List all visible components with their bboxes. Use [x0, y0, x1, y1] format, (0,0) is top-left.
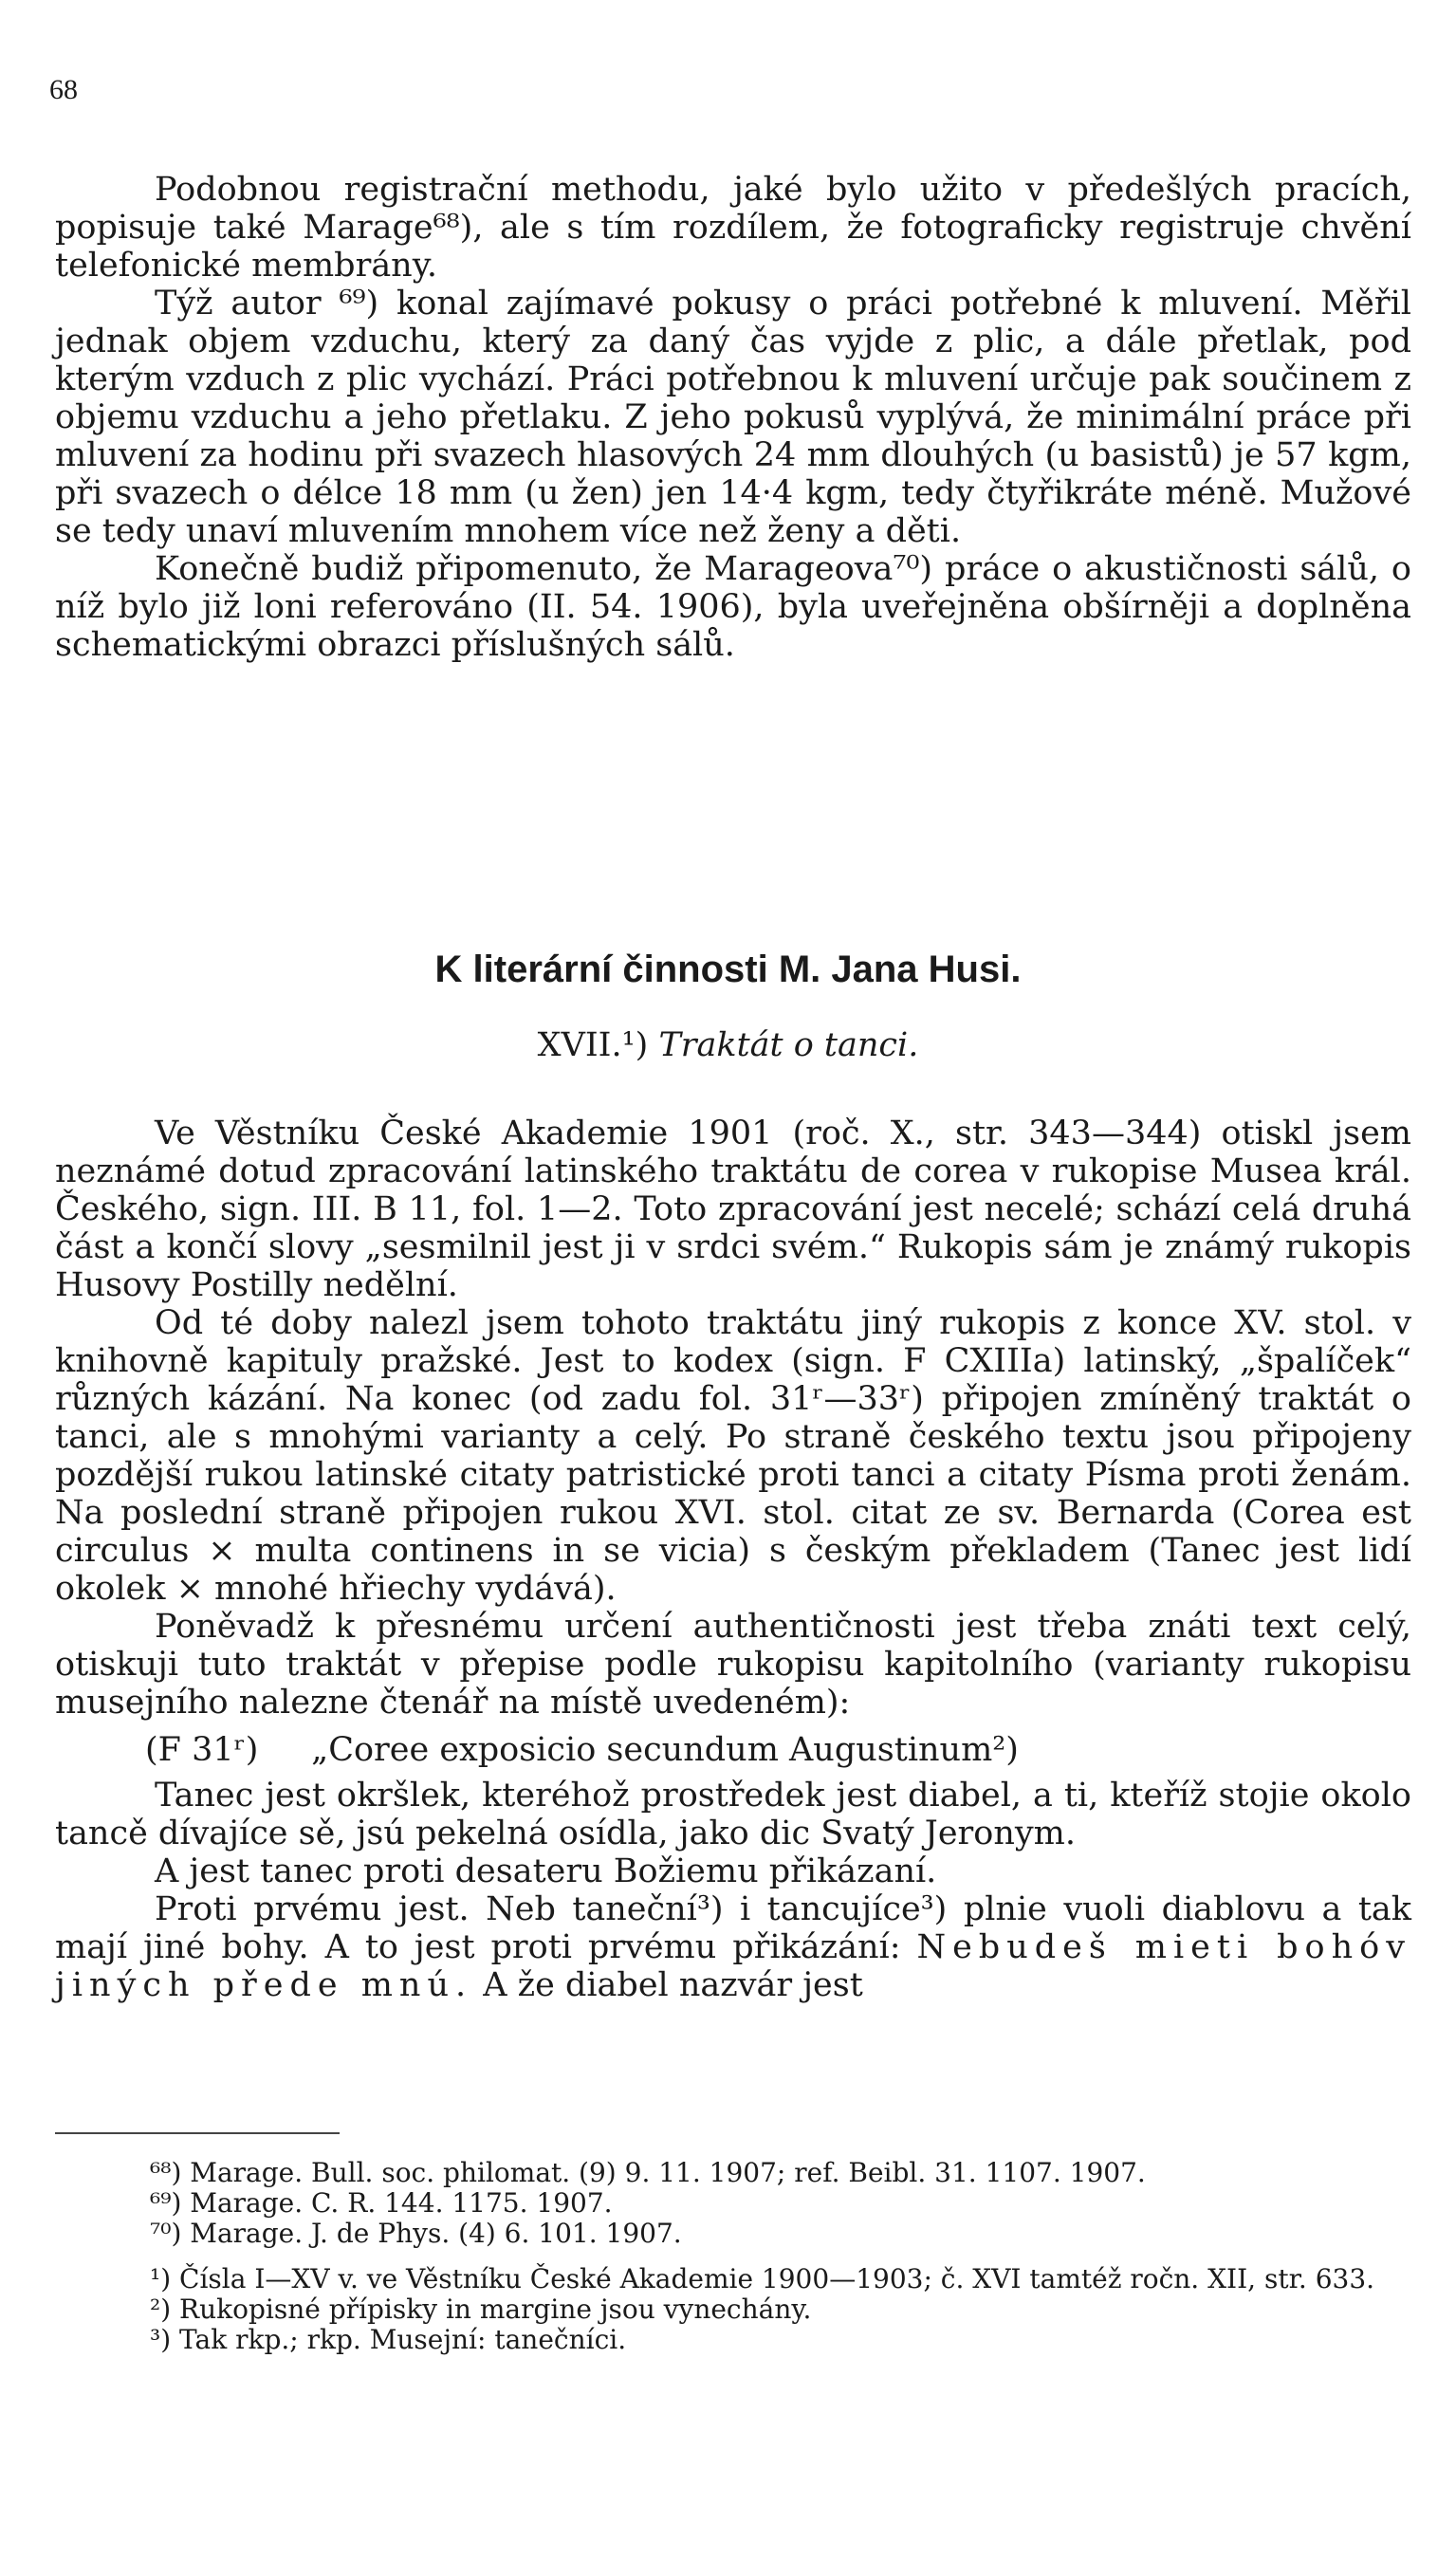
paragraph: Poněvadž k přesnému určení authentičnosti jest třeba znáti text celý, otiskuji tuto traktát v přepise podle rukopisu kapitolního (varianty rukopisu musejního nalezne čtenář na místě uvedeném):: [55, 1608, 1411, 1722]
subheading-number: XVII.¹): [537, 1026, 649, 1064]
footnote: ¹) Čísla I—XV v. ve Věstníku České Akademie 1900—1903; č. XVI tamtéž ročn. XII, str. 633.: [150, 2263, 1375, 2294]
spaced-commandment: Nebudeš mieti bohóv jiných přede mnú.: [55, 1928, 1411, 2004]
section-text: [55, 1115, 1411, 2004]
folio-marker: (F 31ʳ): [145, 1731, 259, 1769]
footnote: ⁶⁸) Marage. Bull. soc. philomat. (9) 9. 11. 1907; ref. Beibl. 31. 1107. 1907.: [150, 2157, 1146, 2188]
footnote: ²) Rukopisné přípisky in margine jsou vynechány.: [150, 2294, 812, 2325]
paragraph-text: Proti prvému jest. Neb taneční³) i tancujíce³) plnie vuoli diablovu a tak mají jiné bohy. A to jest proti prvému přikázání:: [55, 1890, 1411, 1966]
paragraph: Od té doby nalezl jsem tohoto traktátu jiný rukopis z konce XV. stol. v knihovně kapituly pražské. Jest to kodex (sign. F CXIIIa) latinský, „špalíček“ různých kázání. Na konec (od zadu fol. 31ʳ—33ʳ) připojen zmíněný traktát o tanci, ale s mnohými varianty a celý. Po straně českého textu jsou připojeny pozdější rukou latinské citaty patristické proti tanci a citaty Písma proti ženám. Na poslední straně připojen rukou XVI. stol. citat ze sv. Bernarda (Corea est circulus × multa continens in se vicia) s českým překladem (Tanec jest lidí okolek × mnohé hřiechy vydává).: [55, 1304, 1411, 1608]
quote-line: [55, 1731, 1411, 1769]
paragraph: Týž autor ⁶⁹) konal zajímavé pokusy o práci potřebné k mluvení. Měřil jednak objem vzduchu, který za daný čas vyjde z plic, a dále přetlak, pod kterým vzduch z plic vychází. Práci potřebnou k mluvení určuje pak součinem z objemu vzduchu a jeho přetlaku. Z jeho pokusů vyplývá, že minimální práce při mluvení za hodinu při svazech hlasových 24 mm dlouhých (u basistů) je 57 kgm, při svazech o délce 18 mm (u žen) jen 14·4 kgm, tedy čtyřikráte méně. Mužové se tedy unaví mluvením mnohem více než ženy a děti.: [55, 285, 1411, 550]
paragraph-closing: A že diabel nazvár jest: [483, 1966, 863, 2004]
footnote: ³) Tak rkp.; rkp. Musejní: tanečníci.: [150, 2324, 627, 2355]
paragraph: Konečně budiž připomenuto, že Marageova⁷⁰) práce o akustičnosti sálů, o níž bylo již loni referováno (II. 54. 1906), byla uveřejněna obšírněji a doplněna schematickými obrazci příslušných sálů.: [55, 550, 1411, 664]
paragraph: Podobnou registrační methodu, jaké bylo užito v předešlých pracích, popisuje také Marage⁶⁸), ale s tím rozdílem, že fotograficky registruje chvění telefonické membrány.: [55, 171, 1411, 285]
subheading-title: Traktát o tanci.: [658, 1026, 919, 1064]
paragraph: Ve Věstníku České Akademie 1901 (roč. X., str. 343—344) otiskl jsem neznámé dotud zpracování latinského traktátu de corea v rukopise Musea král. Českého, sign. III. B 11, fol. 1—2. Toto zpracování jest necelé; schází celá druhá část a končí slovy „sesmilnil jest ji v srdci svém.“ Rukopis sám je známý rukopis Husovy Postilly nedělní.: [55, 1115, 1411, 1304]
section-heading: K literární činnosti M. Jana Husi.: [434, 949, 1022, 990]
footnote-divider: [55, 2132, 340, 2134]
footnote: ⁷⁰) Marage. J. de Phys. (4) 6. 101. 1907.: [150, 2218, 682, 2249]
subheading: [0, 1026, 1456, 1064]
footnotes: [55, 2158, 1411, 2355]
paragraph: Tanec jest okršlek, kteréhož prostředek jest diabel, a ti, kteříž stojie okolo tancě dívajíce sě, jsú pekelná osídla, jako dic Svatý Jeronym.: [55, 1777, 1411, 1852]
footnote: ⁶⁹) Marage. C. R. 144. 1175. 1907.: [150, 2187, 613, 2219]
page-number: 68: [49, 74, 78, 105]
latin-title: „Coree exposicio secundum Augustinum²): [311, 1731, 1019, 1769]
paragraph: A jest tanec proti desateru Božiemu přikázaní.: [155, 1852, 937, 1890]
intro-text: [55, 171, 1411, 664]
paragraph: [55, 1890, 1411, 2004]
